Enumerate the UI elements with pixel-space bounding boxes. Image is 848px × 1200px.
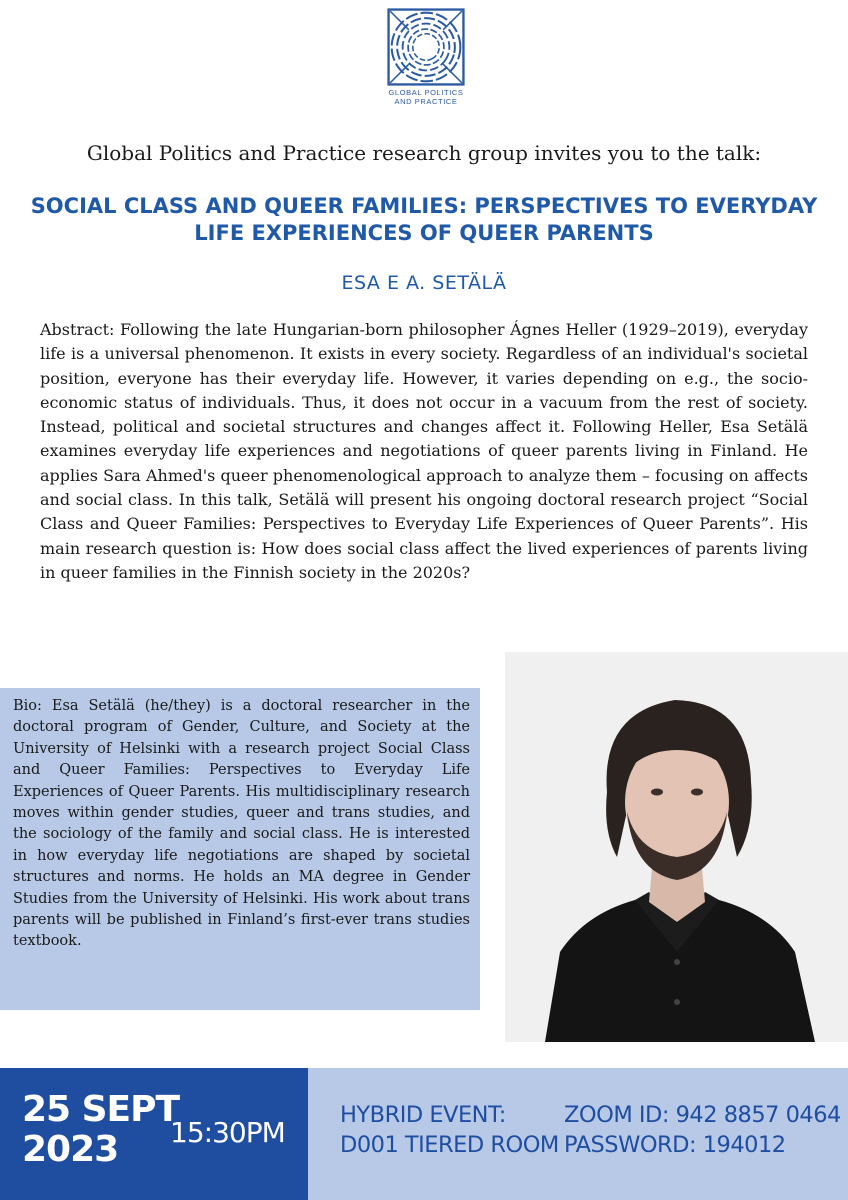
event-time: 15:30PM: [170, 1116, 285, 1149]
talk-title: [20, 193, 828, 247]
zoom-id: ZOOM ID: 942 8857 0464: [564, 1102, 841, 1128]
abstract-paragraph: Abstract: Following the late Hungarian-born philosopher Ágnes Heller (1929–2019), everyday life is a universal phenomenon. It exists in every society. Regardless of an individual's societal position, everyone has their everyday life. However, it varies depending on e.g., the socio-economic status of individuals. Thus, it does not occur in a vacuum from the rest of society. Instead, political and societal structures and changes affect it. Following Heller, Esa Setälä examines everyday life experiences and negotiations of queer parents living in Finland. He applies Sara Ahmed's queer phenomenological approach to analyze them – focusing on affects and social class. In this talk, Setälä will present his ongoing doctoral research project “Social Class and Queer Families: Perspectives to Everyday Life Experiences of Queer Parents”. His main research question is: How does social class affect the lived experiences of parents living in queer families in the Finnish society in the 2020s?: [40, 320, 808, 582]
bio-paragraph: Bio: Esa Setälä (he/they) is a doctoral researcher in the doctoral program of Gender, Culture, and Society at the University of Helsinki with a research project Social Class and Queer Families: Perspectives to Everyday Life Experiences of Queer Parents. His multidisciplinary research moves within gender studies, queer and trans studies, and the sociology of the family and social class. He is interested in how everyday life negotiations are shaped by societal structures and norms. He holds an MA degree in Gender Studies from the University of Helsinki. His work about trans parents will be published in Finland’s first-ever trans studies textbook.: [13, 698, 470, 950]
speaker-portrait-photo: [505, 652, 848, 1042]
event-room: D001 TIERED ROOM: [340, 1132, 559, 1158]
speaker-photo: [505, 652, 848, 1042]
speaker-name: ESA E A. SETÄLÄ: [341, 272, 507, 294]
event-date-year: 2023: [22, 1129, 119, 1170]
invitation-text: Global Politics and Practice research group invites you to the talk:: [86, 141, 762, 165]
zoom-password: PASSWORD: 194012: [564, 1132, 786, 1158]
date-panel: [0, 1068, 308, 1200]
logo-text: GLOBAL POLITICS AND PRACTICE: [388, 88, 464, 106]
logo: [381, 8, 471, 108]
talk-title-line-2: LIFE EXPERIENCES OF QUEER PARENTS: [194, 221, 654, 245]
spiral-logo-icon: [387, 8, 465, 86]
info-panel: [308, 1068, 848, 1200]
bio-box: [0, 688, 480, 1010]
event-footer: [0, 1068, 848, 1200]
hybrid-event-label: HYBRID EVENT:: [340, 1102, 506, 1128]
talk-title-line-1: SOCIAL CLASS AND QUEER FAMILIES: PERSPECTIVES TO EVERYDAY: [30, 194, 818, 218]
event-date-day: 25 SEPT: [22, 1089, 180, 1130]
